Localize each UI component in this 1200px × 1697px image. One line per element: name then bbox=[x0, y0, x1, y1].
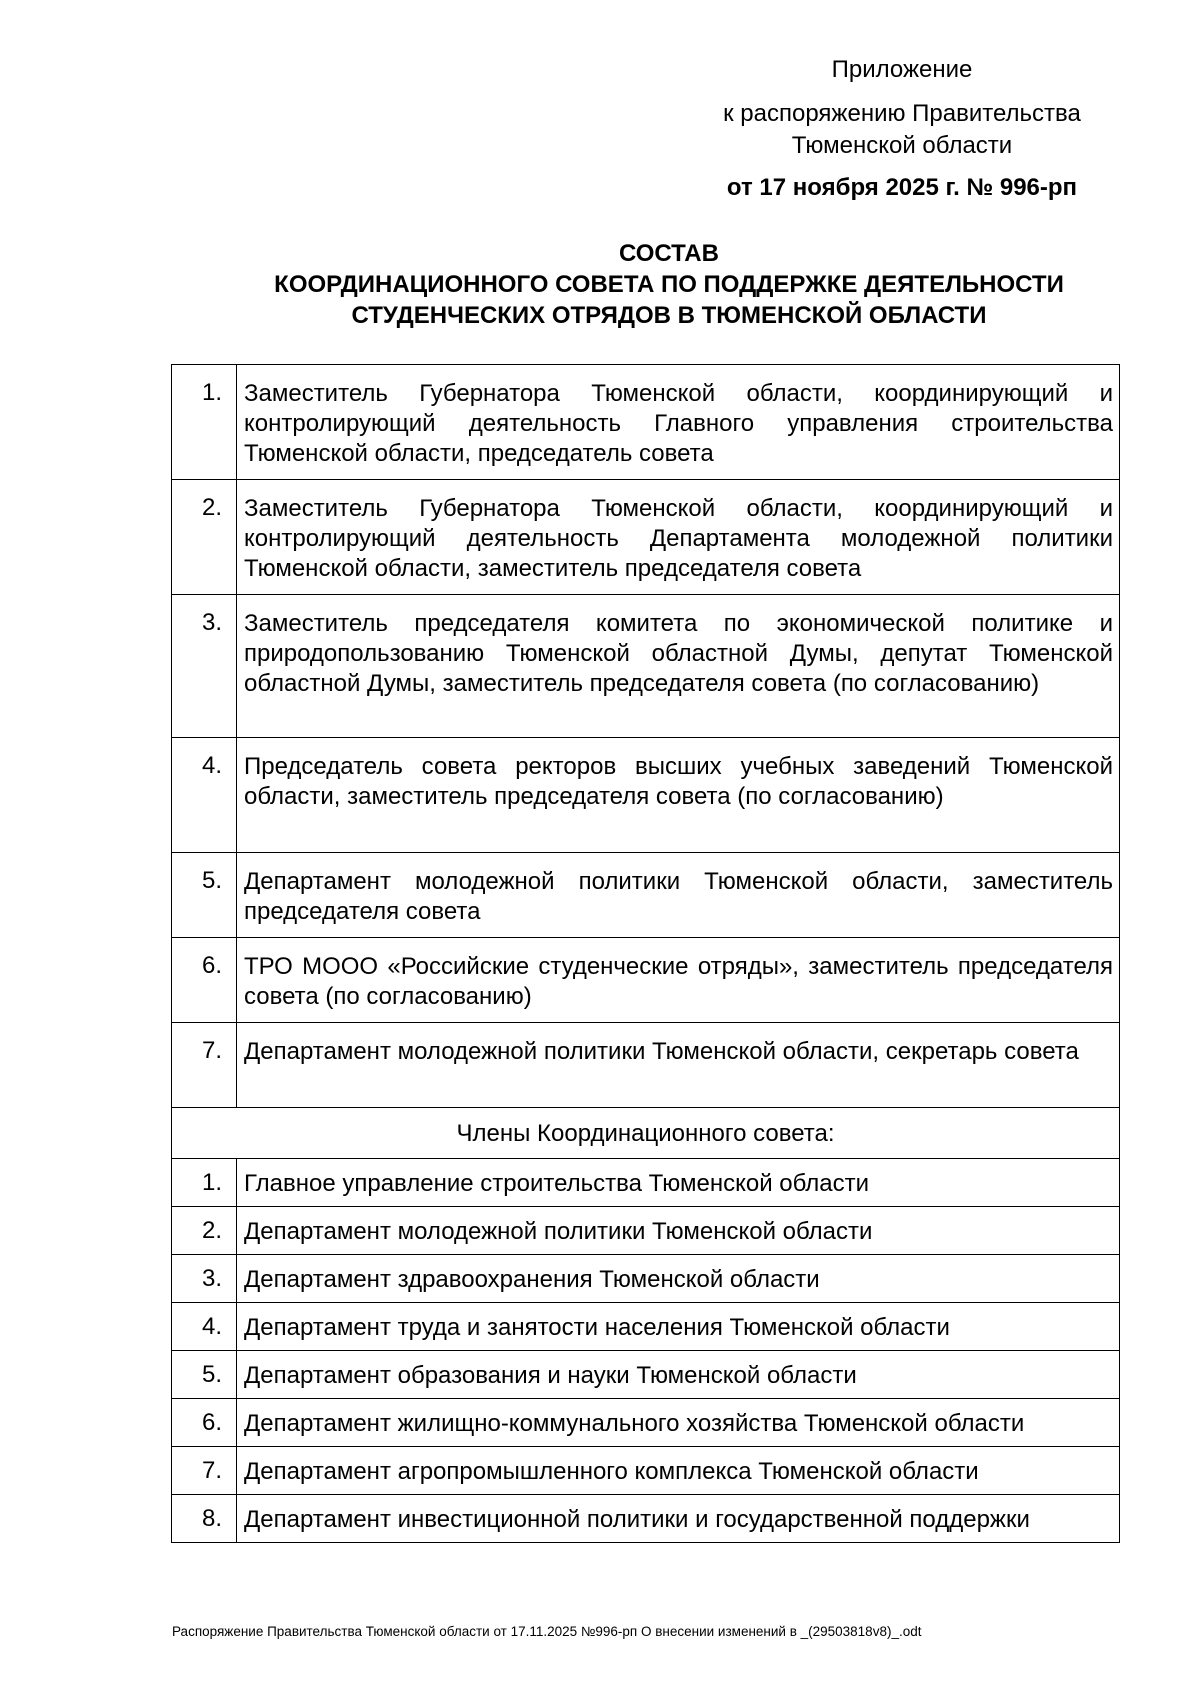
council-composition-table bbox=[171, 364, 1120, 1543]
title-line-1: СОСТАВ bbox=[619, 240, 719, 267]
order-reference-line-2: Тюменской области bbox=[791, 132, 1013, 159]
row-number: 2. bbox=[172, 1207, 237, 1255]
leadership-row bbox=[172, 938, 1120, 1023]
order-date-number: от 17 ноября 2025 г. № 996-рп bbox=[726, 174, 1078, 201]
title-line-2: КООРДИНАЦИОННОГО СОВЕТА ПО ПОДДЕРЖКЕ ДЕЯТЕЛЬНОСТИ bbox=[274, 271, 1064, 298]
row-text: Департамент агропромышленного комплекса Тюменской области bbox=[237, 1447, 1120, 1495]
row-number: 7. bbox=[172, 1447, 237, 1495]
member-row bbox=[172, 1159, 1120, 1207]
member-row bbox=[172, 1255, 1120, 1303]
row-number: 4. bbox=[172, 1303, 237, 1351]
members-heading-row bbox=[172, 1108, 1120, 1159]
member-row bbox=[172, 1399, 1120, 1447]
row-text: Председатель совета ректоров высших учебных заведений Тюменской области, заместитель председателя совета (по согласованию) bbox=[237, 738, 1120, 853]
appendix-label: Приложение bbox=[831, 56, 973, 83]
row-number: 7. bbox=[172, 1023, 237, 1108]
row-number: 3. bbox=[172, 1255, 237, 1303]
row-number: 3. bbox=[172, 595, 237, 738]
row-number: 1. bbox=[172, 365, 237, 480]
member-row bbox=[172, 1447, 1120, 1495]
row-text: Главное управление строительства Тюменской области bbox=[237, 1159, 1120, 1207]
row-text: Заместитель Губернатора Тюменской области, координирующий и контролирующий деятельность Главного управления строительства Тюменской области, председатель совета bbox=[237, 365, 1120, 480]
order-reference-line-1: к распоряжению Правительства bbox=[723, 100, 1081, 127]
document-title bbox=[172, 238, 1166, 331]
member-row bbox=[172, 1303, 1120, 1351]
title-line-3: СТУДЕНЧЕСКИХ ОТРЯДОВ В ТЮМЕНСКОЙ ОБЛАСТИ bbox=[351, 302, 987, 329]
row-text: Заместитель председателя комитета по экономической политике и природопользованию Тюменской областной Думы, депутат Тюменской областной Думы, заместитель председателя совета (по согласованию) bbox=[237, 595, 1120, 738]
leadership-row bbox=[172, 1023, 1120, 1108]
row-text: Департамент здравоохранения Тюменской области bbox=[237, 1255, 1120, 1303]
row-number: 5. bbox=[172, 1351, 237, 1399]
row-text: Департамент инвестиционной политики и государственной поддержки bbox=[237, 1495, 1120, 1543]
leadership-row bbox=[172, 738, 1120, 853]
document-footer: Распоряжение Правительства Тюменской области от 17.11.2025 №996-рп О внесении изменений в _(29503818v8)_.odt bbox=[172, 1624, 922, 1639]
row-text: Департамент молодежной политики Тюменской области, секретарь совета bbox=[237, 1023, 1120, 1108]
member-row bbox=[172, 1351, 1120, 1399]
leadership-row bbox=[172, 365, 1120, 480]
row-number: 4. bbox=[172, 738, 237, 853]
row-number: 5. bbox=[172, 853, 237, 938]
row-text: Департамент жилищно-коммунального хозяйства Тюменской области bbox=[237, 1399, 1120, 1447]
leadership-row bbox=[172, 595, 1120, 738]
row-text: Заместитель Губернатора Тюменской области, координирующий и контролирующий деятельность Департамента молодежной политики Тюменской области, заместитель председателя совета bbox=[237, 480, 1120, 595]
member-row bbox=[172, 1495, 1120, 1543]
member-row bbox=[172, 1207, 1120, 1255]
row-number: 2. bbox=[172, 480, 237, 595]
members-heading: Члены Координационного совета: bbox=[172, 1108, 1120, 1159]
leadership-row bbox=[172, 480, 1120, 595]
row-text: Департамент молодежной политики Тюменской области bbox=[237, 1207, 1120, 1255]
row-number: 1. bbox=[172, 1159, 237, 1207]
row-number: 6. bbox=[172, 1399, 237, 1447]
order-reference bbox=[692, 98, 1112, 162]
row-text: Департамент труда и занятости населения Тюменской области bbox=[237, 1303, 1120, 1351]
row-text: Департамент образования и науки Тюменской области bbox=[237, 1351, 1120, 1399]
row-text: Департамент молодежной политики Тюменской области, заместитель председателя совета bbox=[237, 853, 1120, 938]
leadership-row bbox=[172, 853, 1120, 938]
row-text: ТРО МООО «Российские студенческие отряды», заместитель председателя совета (по согласованию) bbox=[237, 938, 1120, 1023]
row-number: 6. bbox=[172, 938, 237, 1023]
row-number: 8. bbox=[172, 1495, 237, 1543]
